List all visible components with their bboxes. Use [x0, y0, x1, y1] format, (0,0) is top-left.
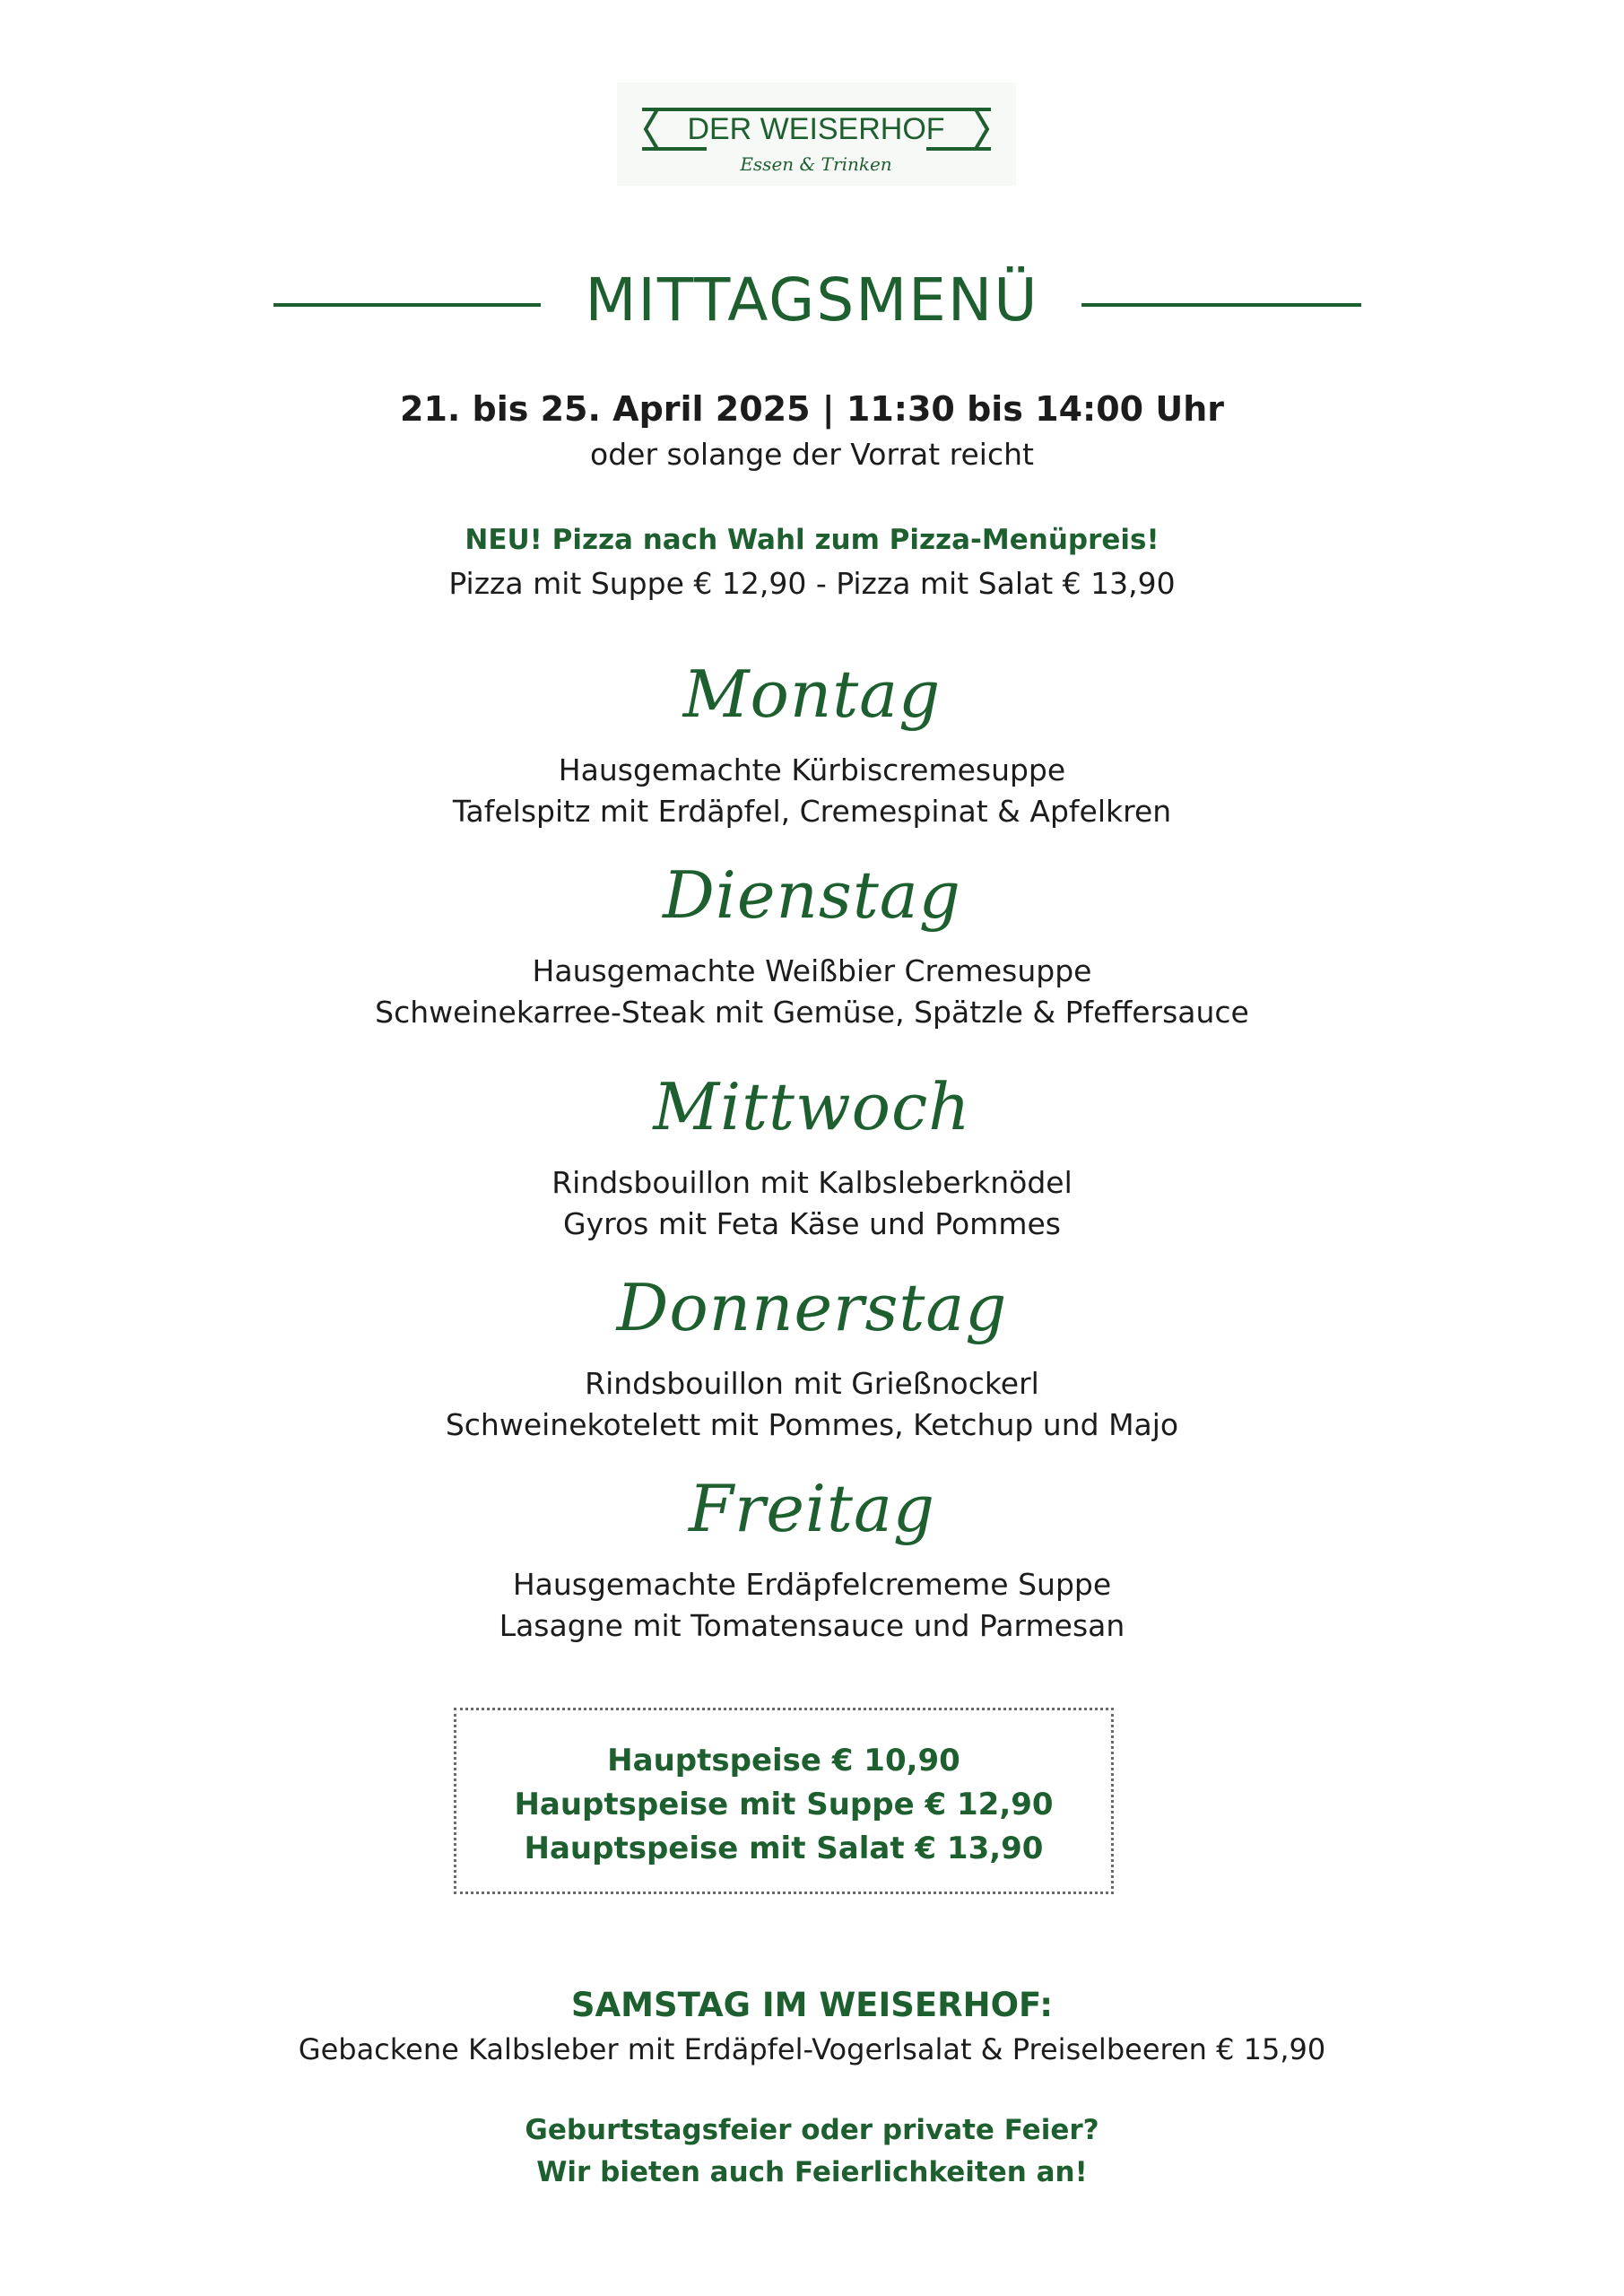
- soup-donnerstag: Rindsbouillon mit Grießnockerl: [585, 1366, 1039, 1401]
- supply-note: oder solange der Vorrat reicht: [590, 437, 1034, 472]
- main-dish-montag: Tafelspitz mit Erdäpfel, Cremespinat & Apfelkren: [452, 794, 1172, 829]
- soup-mittwoch: Rindsbouillon mit Kalbsleberknödel: [551, 1165, 1073, 1200]
- page-title: MITTAGSMENÜ: [585, 265, 1039, 335]
- price-main-with-soup: Hauptspeise mit Suppe € 12,90: [514, 1787, 1054, 1822]
- pizza-prices: Pizza mit Suppe € 12,90 - Pizza mit Salat € 13,90: [448, 566, 1176, 601]
- day-heading-mittwoch: Mittwoch: [653, 1069, 971, 1144]
- saturday-dish: Gebackene Kalbsleber mit Erdäpfel-Vogerlsalat & Preiselbeeren € 15,90: [298, 2032, 1326, 2066]
- main-dish-freitag: Lasagne mit Tomatensauce und Parmesan: [499, 1608, 1125, 1643]
- soup-montag: Hausgemachte Kürbiscremesuppe: [558, 752, 1066, 787]
- date-line: 21. bis 25. April 2025 | 11:30 bis 14:00 Uhr: [400, 389, 1224, 429]
- day-heading-freitag: Freitag: [689, 1471, 935, 1546]
- price-main-only: Hauptspeise € 10,90: [607, 1743, 960, 1779]
- price-box: [454, 1708, 1114, 1894]
- soup-freitag: Hausgemachte Erdäpfelcrememe Suppe: [512, 1567, 1112, 1602]
- pizza-promo: NEU! Pizza nach Wahl zum Pizza-Menüpreis!: [465, 524, 1159, 556]
- party-question: Geburtstagsfeier oder private Feier?: [525, 2114, 1099, 2146]
- main-dish-donnerstag: Schweinekotelett mit Pommes, Ketchup und Majo: [445, 1407, 1179, 1442]
- main-dish-mittwoch: Gyros mit Feta Käse und Pommes: [563, 1206, 1061, 1241]
- logo-name: DER WEISERHOF: [687, 112, 945, 146]
- saturday-title: SAMSTAG IM WEISERHOF:: [570, 1986, 1054, 2024]
- logo-banner-graphic: [617, 83, 1016, 186]
- day-heading-dienstag: Dienstag: [663, 857, 961, 933]
- main-dish-dienstag: Schweinekarree-Steak mit Gemüse, Spätzle & Pfeffersauce: [375, 995, 1249, 1030]
- price-main-with-salad: Hauptspeise mit Salat € 13,90: [524, 1831, 1044, 1866]
- day-heading-donnerstag: Donnerstag: [616, 1270, 1008, 1345]
- logo-tagline: Essen & Trinken: [740, 153, 892, 175]
- party-offer: Wir bieten auch Feierlichkeiten an!: [536, 2156, 1088, 2188]
- restaurant-logo: [617, 83, 1016, 186]
- day-heading-montag: Montag: [682, 657, 942, 732]
- soup-dienstag: Hausgemachte Weißbier Cremesuppe: [532, 953, 1092, 988]
